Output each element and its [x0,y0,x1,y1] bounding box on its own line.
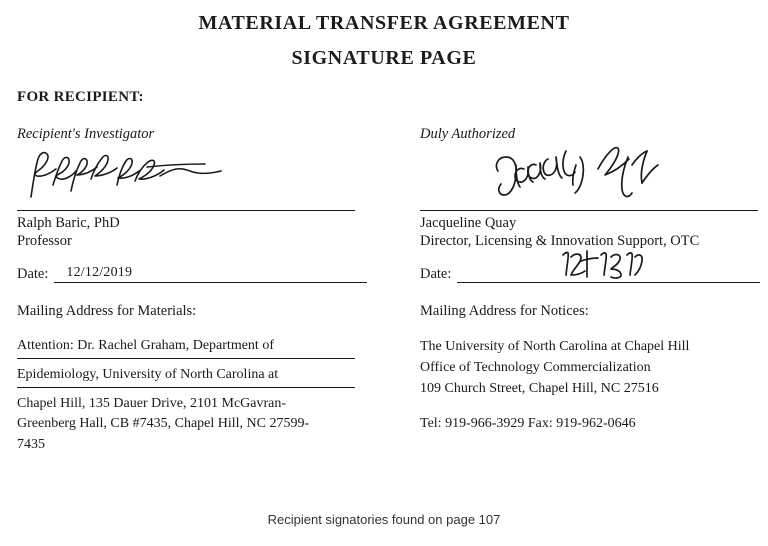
address-line-left-3: Chapel Hill, 135 Dauer Drive, 2101 McGavran- [17,396,287,412]
date-field-right [457,265,760,283]
signature-line-left [17,210,355,211]
signer-title-right: Director, Licensing & Innovation Support, OTC [420,233,700,250]
recipient-investigator-label: Recipient's Investigator [17,126,155,142]
duly-authorized-block [420,126,760,434]
signature-ralph-baric-icon [25,145,255,205]
signature-line-right [420,210,758,211]
date-field-left [54,265,367,283]
signer-title-left: Professor [17,233,72,250]
address-block-right [420,336,760,434]
signer-name-left: Ralph Baric, PhD [17,215,120,231]
mailing-address-heading-right: Mailing Address for Notices: [420,303,589,320]
signer-name-right: Jacqueline Quay [420,215,517,231]
page-subtitle: SIGNATURE PAGE [291,47,477,69]
handwritten-date-icon [557,249,647,288]
signature-jacqueline-quay-icon [480,135,700,215]
date-row-right [420,265,760,283]
address-line-right-3: 109 Church Street, Chapel Hill, NC 27516 [420,381,659,397]
date-value-left: 12/12/2019 [66,265,133,281]
date-row-left [17,265,367,283]
duly-authorized-label: Duly Authorized [420,126,516,142]
address-line-left-2: Epidemiology, University of North Carolina at [17,366,355,388]
page-title: MATERIAL TRANSFER AGREEMENT [198,12,570,34]
address-line-left-4: Greenberg Hall, CB #7435, Chapel Hill, NC 27599- [17,416,310,432]
footer-caption: Recipient signatories found on page 107 [267,512,501,527]
date-label-left: Date: [17,266,49,283]
address-line-left-1: Attention: Dr. Rachel Graham, Department of [17,337,355,359]
duly-authorized-signature-area [420,149,760,211]
contact-line-right: Tel: 919-966-3929 Fax: 919-962-0646 [420,416,636,432]
document-title-block [0,0,768,70]
address-line-left-5: 7435 [17,436,45,452]
recipient-investigator-signature-area [17,149,367,211]
section-header-for-recipient: FOR RECIPIENT: [17,89,144,105]
mailing-address-heading-left: Mailing Address for Materials: [17,303,197,320]
address-line-right-2: Office of Technology Commercialization [420,360,651,376]
address-line-right-1: The University of North Carolina at Chapel Hill [420,339,690,355]
date-label-right: Date: [420,266,452,283]
recipient-investigator-block [17,126,367,455]
